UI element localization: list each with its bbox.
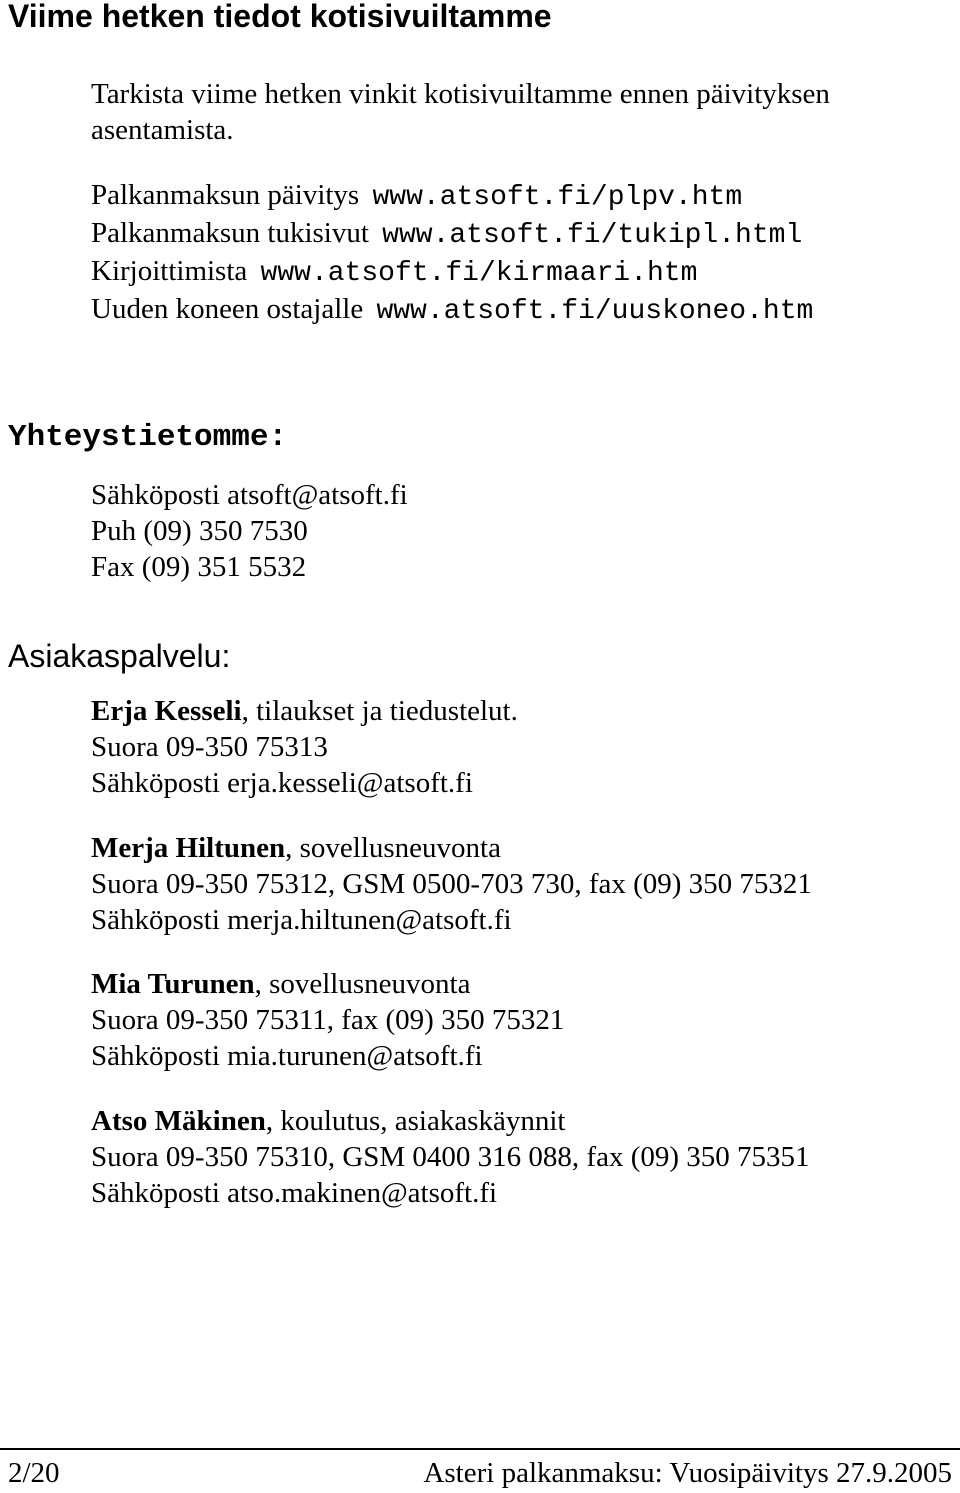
footer-title: Asteri palkanmaksu: Vuosipäivitys 27.9.2005 [423,1457,952,1489]
service-heading: Asiakaspalvelu: [8,638,231,674]
page-number: 2/20 [8,1457,60,1489]
person-email: Sähköposti merja.hiltunen@atsoft.fi [91,904,512,936]
person-name: Atso Mäkinen [91,1105,266,1137]
list-item [91,215,813,253]
person-phone: Suora 09-350 75312, GSM 0500-703 730, fax (09) 350 75321 [91,868,812,900]
person-name: Mia Turunen [91,968,255,1000]
person-phone: Suora 09-350 75311, fax (09) 350 75321 [91,1004,565,1036]
person-role: , sovellusneuvonta [285,832,501,864]
link-url[interactable]: www.atsoft.fi/plpv.htm [372,182,743,213]
person-entry [91,966,564,1074]
person-entry [91,693,518,801]
link-url[interactable]: www.atsoft.fi/kirmaari.htm [260,258,698,289]
intro-text: Tarkista viime hetken vinkit kotisivuiltamme ennen päivityksen asentamista. [91,78,830,146]
person-name: Merja Hiltunen [91,832,286,864]
link-label: Uuden koneen ostajalle [91,293,364,325]
list-item [91,177,813,215]
person-entry [91,830,812,938]
person-title [91,966,564,1002]
link-label: Kirjoittimista [91,255,248,287]
person-phone: Suora 09-350 75313 [91,731,328,763]
person-role: , koulutus, asiakaskäynnit [265,1105,566,1137]
page-title: Viime hetken tiedot kotisivuiltamme [8,0,552,34]
person-email: Sähköposti erja.kesseli@atsoft.fi [91,767,473,799]
contact-phone: Puh (09) 350 7530 [91,515,308,547]
person-title [91,830,812,866]
person-title [91,693,518,729]
person-entry [91,1103,810,1211]
link-url[interactable]: www.atsoft.fi/uuskoneo.htm [376,296,814,327]
list-item [91,253,813,291]
person-email: Sähköposti mia.turunen@atsoft.fi [91,1040,483,1072]
person-phone: Suora 09-350 75310, GSM 0400 316 088, fax (09) 350 75351 [91,1141,810,1173]
person-role: , tilaukset ja tiedustelut. [241,695,518,727]
person-role: , sovellusneuvonta [254,968,471,1000]
contact-fax: Fax (09) 351 5532 [91,551,307,583]
link-label: Palkanmaksun päivitys [91,179,360,211]
link-list [91,177,813,329]
list-item [91,291,813,329]
contact-heading: Yhteystietomme: [8,420,288,455]
contact-email: Sähköposti atsoft@atsoft.fi [91,479,408,511]
person-email: Sähköposti atso.makinen@atsoft.fi [91,1177,498,1209]
person-title [91,1103,810,1139]
footer-divider [0,1448,960,1450]
person-name: Erja Kesseli [91,695,242,727]
link-url[interactable]: www.atsoft.fi/tukipl.html [382,220,803,251]
contact-info [91,477,408,585]
link-label: Palkanmaksun tukisivut [91,217,369,249]
